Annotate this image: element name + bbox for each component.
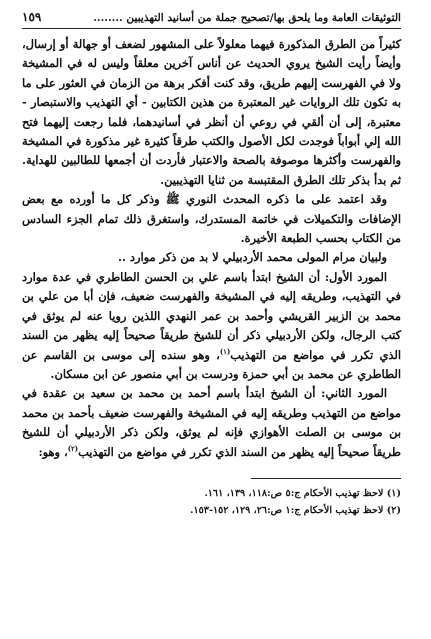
- paragraph: [22, 248, 401, 267]
- paragraph: [22, 384, 401, 462]
- main-text: [22, 35, 401, 462]
- footnote: (١) لاحظ تهذيب الأحكام ج:٥ ص:١١٨، ١٣٩، ١٦١.: [204, 487, 401, 499]
- page-header: [22, 10, 401, 29]
- paragraph-text: وقد اعتمد على ما ذكره المحدث النوري ﷺ وذكر كل ما أورده مع بعض الإضافات والتكميلات في خاتمة المستدرك، واستغرق ذلك تمام الجزء السادس من الكتاب بحسب الطبعة الأخيرة.: [22, 192, 401, 246]
- footnote-marker[interactable]: (٢): [67, 443, 79, 453]
- paragraph-text: المورد الأول: أن الشيخ ابتدأ باسم علي بن الحسن الطاطري في عدة موارد في التهذيب، وطريقه إليه في المشيخة والفهرست ضعيف، فإن أبا من علي بن محمد بن الزبير القريشي وأحمد بن عمر النهدي اللذين رويا عنه لم يوثق في كتب الرجال، ولكن الأردبيلي ذكر أن للشيخ طريقاً صحيحاً إليه يظهر من السند الذي تكرر في مواضع من التهذيب: [22, 269, 401, 362]
- footnote-separator: [251, 478, 401, 479]
- paragraph: [22, 190, 401, 248]
- paragraph-text: ولبيان مرام المولى محمد الأردبيلي لا بد من ذكر موارد ..: [118, 250, 387, 265]
- running-title: التوثيقات العامة وما يلحق بها/تصحيح جملة من أسانيد التهذيبين ........: [93, 12, 401, 24]
- paragraph-text: المورد الثاني: أن الشيخ ابتدأ باسم أحمد بن محمد بن سعيد بن عقدة في مواضع من التهذيب وطريقه إليه في المشيخة والفهرست ضعيف بأحمد بن محمد بن موسى بن الصلت الأهوازي فإنه لم يوثق، ولكن ذكر الأردبيلي أن للشيخ طريقاً صحيحاً إليه يظهر من السند الذي تكرر في مواضع من التهذيب: [22, 386, 401, 459]
- paragraph-text: ، وهو:: [38, 444, 68, 459]
- footnote-marker[interactable]: (١): [219, 346, 231, 356]
- paragraph: [22, 268, 401, 384]
- footnotes: [22, 485, 401, 519]
- paragraph: [22, 35, 401, 190]
- footnote: (٢) لاحظ تهذيب الأحكام ج:١ ص:٢٦، ١٢٩، ١٥٢-١٥٣.: [190, 504, 401, 516]
- paragraph-text: ، وهو سنده إلى موسى بن القاسم عن الطاطري عن محمد بن أبي حمزة ودرست بن أبي منصور عن ابن مسكان.: [22, 347, 401, 381]
- paragraph-text: كثيراً من الطرق المذكورة فيهما معلولاً على المشهور لضعف أو جهالة أو إرسال، وأيضاً رأيت الشيخ يروي الحديث عن أناس آخرين معلقاً وليس له في المشيخة ولا في الفهرست إليهم طريق، وقد كنت أفكر برهة من الزمان في العثور على ما به تكون تلك الروايات غير المعتبرة من هذين الكتابين - أي التهذيب والاستبصار - معتبرة، إلى أن ألقي في روعي أن أنظر في أسانيدهما، فلما رجعت إليهما فتح الله إلي أبواباً فوجدت لكل الأصول والكتب طرقاً كثيرة غير مذكورة في المشيخة والفهرست وأكثرها موصوفة بالصحة والاعتبار فأردت أن أجمعها للطالبين للهداية. ثم بدأ بذكر تلك الطرق المقتبسة من ثنايا التهذيبين.: [22, 37, 401, 187]
- page-number: ١٥٩: [22, 10, 42, 24]
